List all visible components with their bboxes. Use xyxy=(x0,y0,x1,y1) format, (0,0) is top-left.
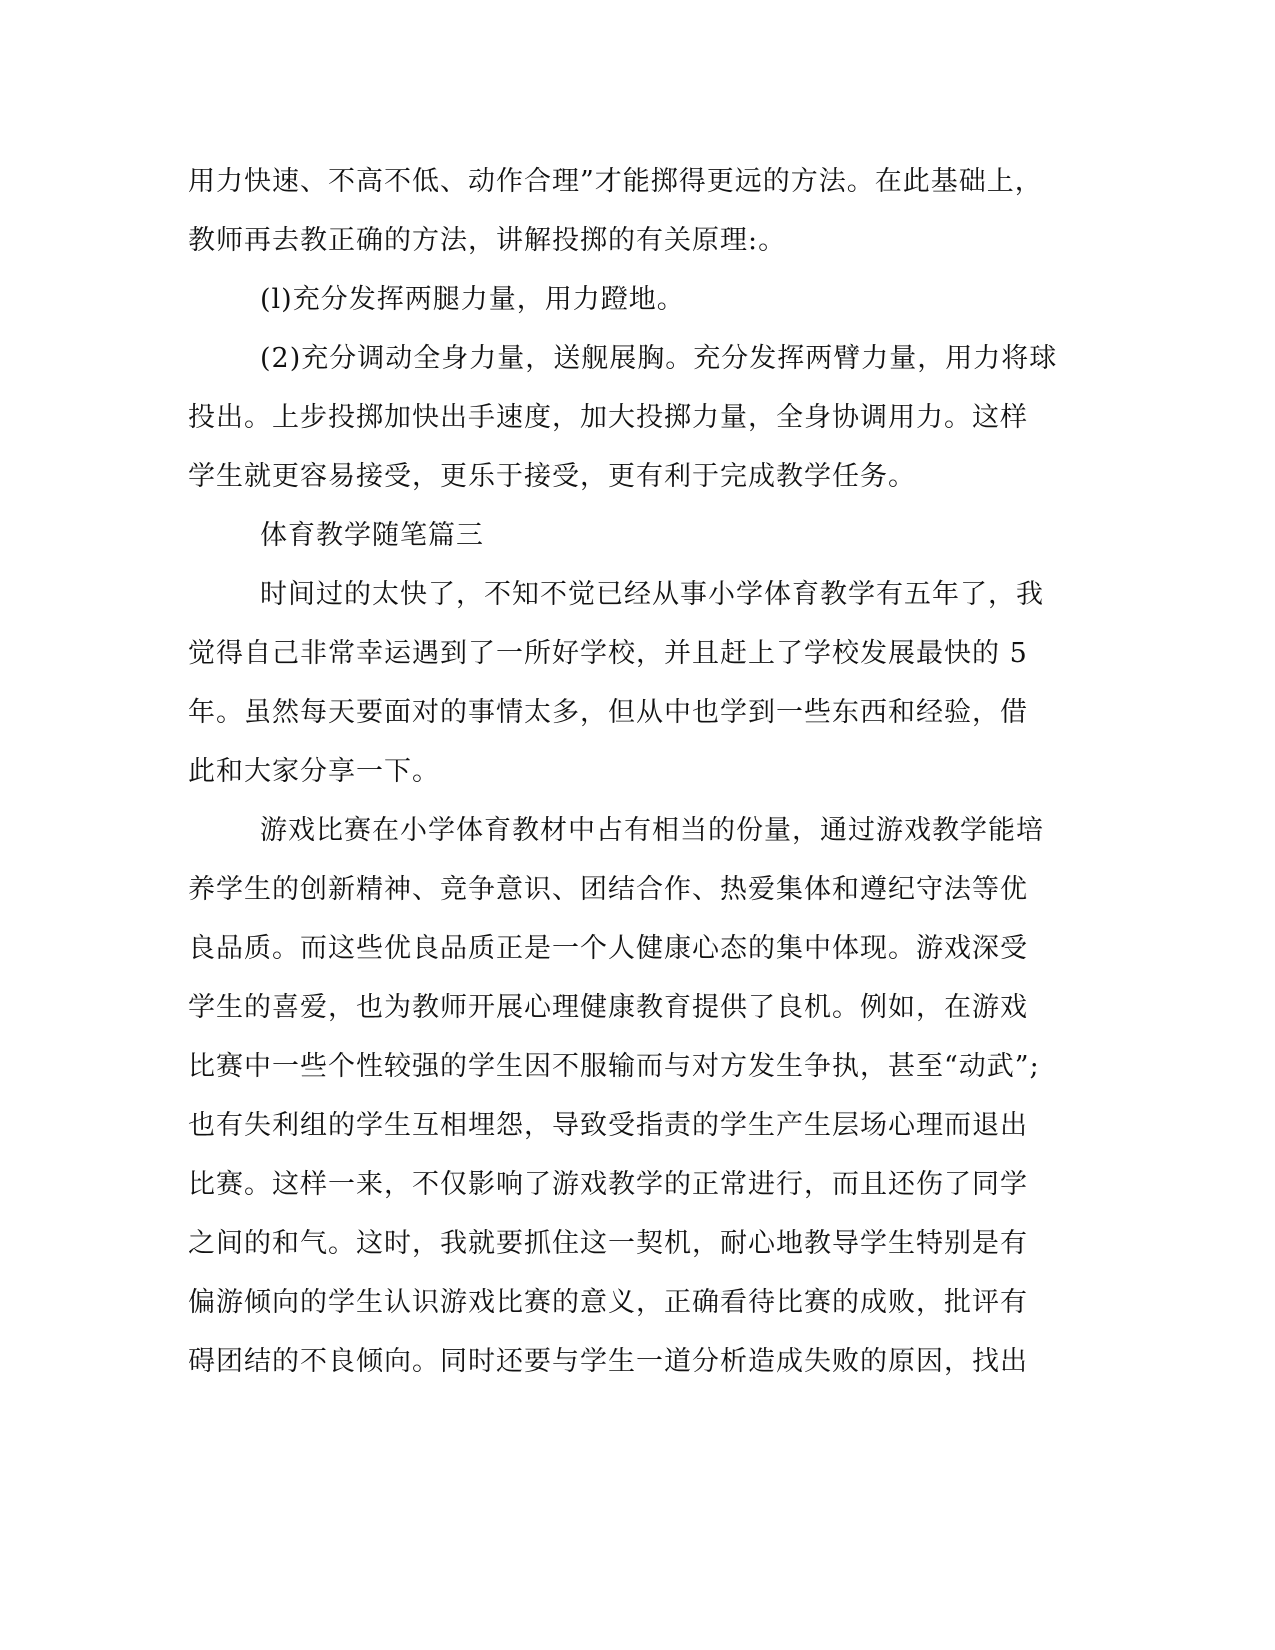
text-line: 学生就更容易接受，更乐于接受，更有利于完成教学任务。 xyxy=(188,461,916,492)
text-line: 教师再去教正确的方法，讲解投掷的有关原理:。 xyxy=(188,225,787,256)
text-line: 碍团结的不良倾向。同时还要与学生一道分析造成失败的原因，找出 xyxy=(188,1346,1028,1377)
text-line: 投出。上步投掷加快出手速度，加大投掷力量，全身协调用力。这样 xyxy=(188,402,1028,433)
text-line: 此和大家分享一下。 xyxy=(188,756,440,787)
text-line: 之间的和气。这时，我就要抓住这一契机，耐心地教导学生特别是有 xyxy=(188,1228,1028,1259)
text-line: 比赛中一些个性较强的学生因不服输而与对方发生争执，甚至“动武”; xyxy=(188,1051,1040,1082)
text-line: 良品质。而这些优良品质正是一个人健康心态的集中体现。游戏深受 xyxy=(188,933,1028,964)
list-item: (l)充分发挥两腿力量，用力蹬地。 xyxy=(260,284,685,315)
text-line: 学生的喜爱，也为教师开展心理健康教育提供了良机。例如，在游戏 xyxy=(188,992,1028,1023)
text-line: 偏游倾向的学生认识游戏比赛的意义，正确看待比赛的成败，批评有 xyxy=(188,1287,1028,1318)
list-item: (2)充分调动全身力量，送舰展胸。充分发挥两臂力量，用力将球 xyxy=(260,343,1058,374)
text-line: 觉得自己非常幸运遇到了一所好学校，并且赶上了学校发展最快的 5 xyxy=(188,638,1028,669)
section-heading: 体育教学随笔篇三 xyxy=(260,520,484,551)
text-line: 用力快速、不高不低、动作合理”才能掷得更远的方法。在此基础上， xyxy=(188,166,1043,197)
paragraph-start: 时间过的太快了，不知不觉已经从事小学体育教学有五年了，我 xyxy=(260,579,1044,610)
paragraph-start: 游戏比赛在小学体育教材中占有相当的份量，通过游戏教学能培 xyxy=(260,815,1044,846)
text-line: 年。虽然每天要面对的事情太多，但从中也学到一些东西和经验，借 xyxy=(188,697,1028,728)
text-line: 也有失利组的学生互相埋怨，导致受指责的学生产生层场心理而退出 xyxy=(188,1110,1028,1141)
text-line: 比赛。这样一来，不仅影响了游戏教学的正常进行，而且还伤了同学 xyxy=(188,1169,1028,1200)
text-line: 养学生的创新精神、竞争意识、团结合作、热爱集体和遵纪守法等优 xyxy=(188,874,1028,905)
